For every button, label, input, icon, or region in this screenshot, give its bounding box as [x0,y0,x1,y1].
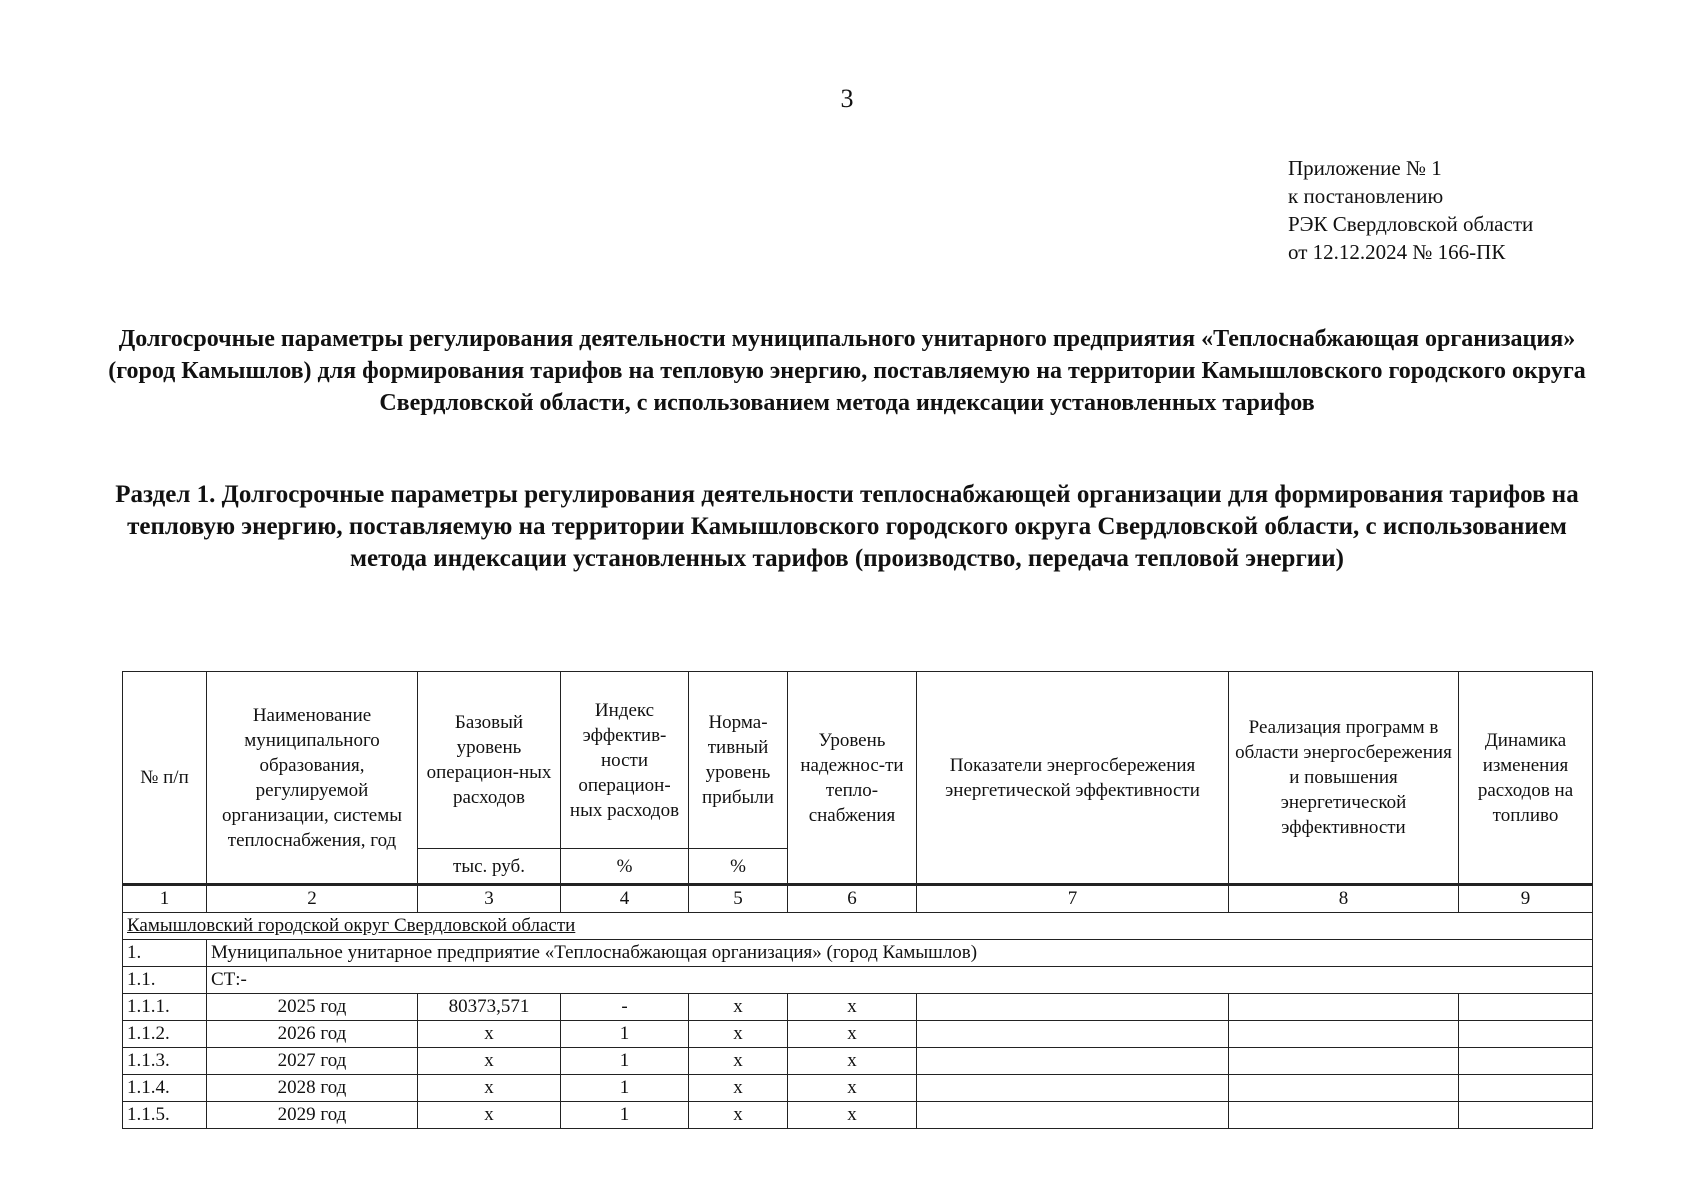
table-row [123,994,1593,1021]
column-number: 3 [418,885,561,913]
appendix-line-4: от 12.12.2024 № 166-ПК [1288,240,1506,264]
unit-base-level: тыс. руб. [418,849,561,885]
row-empty-cell [917,1048,1229,1075]
row-efficiency-index: - [561,994,689,1021]
row-year: 2027 год [207,1048,418,1075]
header-fuel-dynamics: Динамика изменения расходов на топливо [1459,672,1593,885]
region-name: Камышловский городской округ Свердловской области [123,913,1593,940]
row-empty-cell [917,1102,1229,1129]
row-reliability: х [788,1048,917,1075]
row-reliability: х [788,1075,917,1102]
row-reliability: х [788,1021,917,1048]
system-row [123,967,1593,994]
row-empty-cell [1459,1102,1593,1129]
region-row [123,913,1593,940]
row-num: 1.1.3. [123,1048,207,1075]
row-profit-level: х [689,994,788,1021]
row-empty-cell [1229,1075,1459,1102]
section-title: Раздел 1. Долгосрочные параметры регулирования деятельности теплоснабжающей организации для формирования тарифов на тепловую энергию, поставляемую на территории Камышловского городского округа Свердловской области, с использованием метода индексации установленных тарифов (производство, передача тепловой энергии) [115,481,1579,572]
header-name: Наименование муниципального образования, регулируемой организации, системы теплоснабжения, год [207,672,418,885]
row-reliability: х [788,1102,917,1129]
document-title: Долгосрочные параметры регулирования деятельности муниципального унитарного предприятия «Теплоснабжающая организация» (город Камышлов) для формирования тарифов на тепловую энергию, поставляемую на территории Камышловского городского округа Свердловской области, с использованием метода индексации установленных тарифов [108,326,1586,416]
row-efficiency-index: 1 [561,1021,689,1048]
column-number: 4 [561,885,689,913]
row-empty-cell [1229,1102,1459,1129]
row-empty-cell [1229,994,1459,1021]
row-empty-cell [917,1075,1229,1102]
system-name: СТ:- [207,967,1593,994]
row-efficiency-index: 1 [561,1048,689,1075]
row-base-level: 80373,571 [418,994,561,1021]
table-row [123,1102,1593,1129]
row-num: 1.1.1. [123,994,207,1021]
appendix-line-2: к постановлению [1288,184,1444,208]
row-empty-cell [917,994,1229,1021]
parameters-table [122,671,1593,1129]
column-number: 9 [1459,885,1593,913]
organization-row [123,940,1593,967]
table-row [123,1075,1593,1102]
row-base-level: х [418,1048,561,1075]
page-number: 3 [840,84,854,113]
column-number: 5 [689,885,788,913]
appendix-block [1288,154,1533,266]
row-empty-cell [1229,1048,1459,1075]
appendix-line-3: РЭК Свердловской области [1288,212,1534,236]
row-empty-cell [1459,994,1593,1021]
row-base-level: х [418,1075,561,1102]
table-row [123,1048,1593,1075]
row-year: 2029 год [207,1102,418,1129]
row-num: 1.1.2. [123,1021,207,1048]
header-energy-programs: Реализация программ в области энергосбережения и повышения энергетической эффективности [1229,672,1459,885]
row-num: 1.1.5. [123,1102,207,1129]
column-number: 6 [788,885,917,913]
header-reliability: Уровень надежнос-ти тепло-снабжения [788,672,917,885]
organization-name: Муниципальное унитарное предприятие «Теплоснабжающая организация» (город Камышлов) [207,940,1593,967]
appendix-line-1: Приложение № 1 [1288,156,1442,180]
header-energy-indicators: Показатели энергосбережения энергетической эффективности [917,672,1229,885]
row-reliability: х [788,994,917,1021]
column-number: 7 [917,885,1229,913]
unit-profit-level: % [689,849,788,885]
table-header-row [123,672,1593,849]
row-empty-cell [1459,1048,1593,1075]
row-year: 2028 год [207,1075,418,1102]
row-year: 2026 год [207,1021,418,1048]
column-number: 1 [123,885,207,913]
column-number-row [123,885,1593,913]
row-profit-level: х [689,1102,788,1129]
row-empty-cell [1459,1021,1593,1048]
row-profit-level: х [689,1075,788,1102]
row-empty-cell [1459,1075,1593,1102]
row-efficiency-index: 1 [561,1102,689,1129]
header-profit-level: Норма-тивный уровень прибыли [689,672,788,849]
system-num: 1.1. [123,967,207,994]
row-profit-level: х [689,1021,788,1048]
header-base-level: Базовый уровень операцион-ных расходов [418,672,561,849]
unit-efficiency-index: % [561,849,689,885]
row-empty-cell [1229,1021,1459,1048]
row-base-level: х [418,1021,561,1048]
table-row [123,1021,1593,1048]
column-number: 2 [207,885,418,913]
column-number: 8 [1229,885,1459,913]
organization-num: 1. [123,940,207,967]
row-empty-cell [917,1021,1229,1048]
row-base-level: х [418,1102,561,1129]
header-efficiency-index: Индекс эффектив-ности операцион-ных расходов [561,672,689,849]
header-num: № п/п [123,672,207,885]
row-num: 1.1.4. [123,1075,207,1102]
row-efficiency-index: 1 [561,1075,689,1102]
row-profit-level: х [689,1048,788,1075]
row-year: 2025 год [207,994,418,1021]
